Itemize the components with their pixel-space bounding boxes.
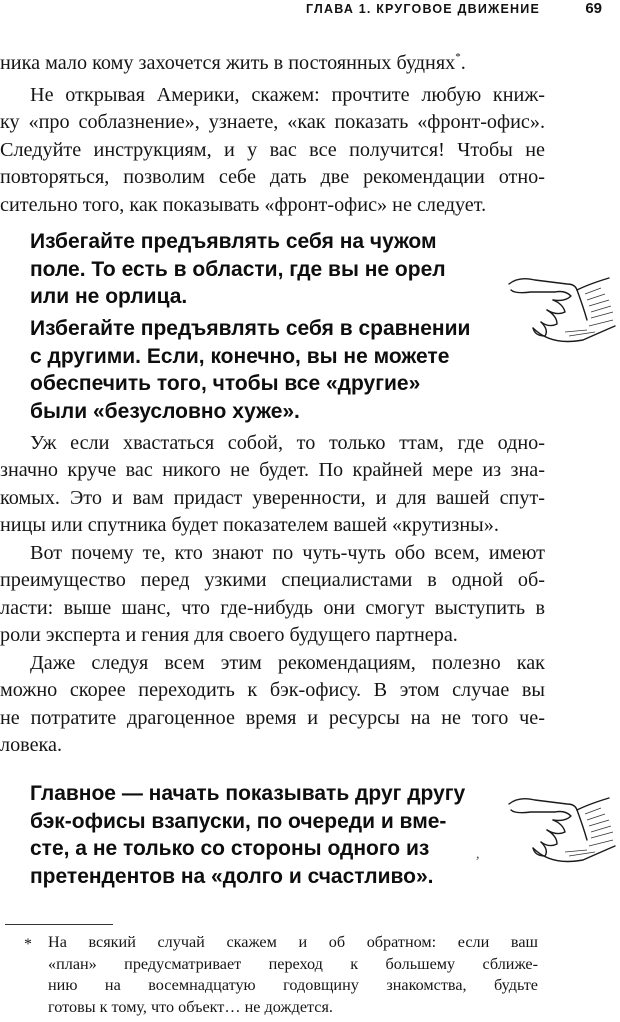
callout-line: Избегайте предъявлять себя на чужом [30,230,437,253]
paragraph-line: Следуйте инструкциям, и у вас все получится! Чтобы не [0,138,545,161]
paragraph-line: роли эксперта и гения для своего будущего партнера. [0,624,458,647]
callout-avoid-foreign-field [30,228,446,311]
callout-line: сте, а не только со стороны одного из [30,837,430,860]
callout-line: бэк-офисы взапуски, по очереди и вме- [30,809,447,833]
paragraph-line: значно круче вас никого не будет. По крайней мере из зна- [0,459,545,482]
paragraph-5 [0,650,545,760]
callout-main-idea [30,780,465,890]
paragraph-4 [0,540,545,650]
footnote-line: нию на восемнадцатую годовщину знакомства, будьте [48,976,538,994]
paragraph-line: комых. Это и вам придаст уверенности, и для вашей спут- [0,486,545,509]
footnote-mark: * [24,936,32,953]
paragraph-line: Не открывая Америки, скажем: прочтите любую книж- [30,84,545,106]
page-number: 69 [585,0,602,17]
callout-avoid-comparison [30,315,470,425]
paragraph-line: сительно того, как показывать «фронт-офис» не следует. [0,193,487,216]
paragraph-line: Уж если хвастаться собой, то только ттам, где одно- [30,432,545,454]
paragraph-2 [0,82,545,219]
paragraph-line: ницы или спутника будет показателем вашей «крутизны». [0,514,499,537]
pointing-hand-icon [505,270,617,350]
paragraph-line: Даже следуя всем этим рекомендациям, полезно как [30,652,545,674]
footnote-line: «план» предусматривает переход к большему сближе- [48,954,538,973]
callout-line: претендентов на «долго и счастливо». [30,864,434,888]
paragraph-end: . [460,52,466,74]
callout-line: были «безусловно хуже». [30,399,300,423]
running-title: ГЛАВА 1. КРУГОВОЕ ДВИЖЕНИЕ [306,2,540,16]
footnote-divider [5,924,113,925]
footnote [24,932,538,1018]
paragraph-3 [0,430,545,540]
paragraph-line: повторяться, позволим себе дать две рекомендации отно- [0,166,545,189]
callout-line: или не орлица. [30,285,188,308]
callout-line: поле. То есть в области, где вы не орел [30,257,446,281]
callout-line: Главное — начать показывать друг другу [30,782,466,805]
paragraph-line: ласти: выше шанс, что где-нибудь они смогут выступить в [0,596,545,619]
footnote-line: готовы к тому, что объект… не дождется. [48,997,333,1016]
paragraph-line: ника мало кому захочется жить в постоянных буднях [0,52,456,74]
callout-line: Избегайте предъявлять себя в сравнении [30,317,471,340]
callout-line: с другими. Если, конечно, вы не можете [30,344,450,368]
paragraph-line: Вот почему те, кто знают по чуть-чуть обо всем, имеют [30,542,545,564]
paragraph-line: преимущество перед узкими специалистами в одной об- [0,569,545,592]
paragraph-line: ку «про соблазнение», узнаете, «как показать «фронт-офис». [0,111,545,134]
paragraph-line: можно скорее переходить к бэк-офису. В этом случае вы [0,679,545,702]
footnote-line: На всякий случай скажем и об обратном: если ваш [48,933,538,951]
stray-mark: , [476,847,480,862]
paragraph-1 [0,50,545,77]
paragraph-line: не потратите драгоценное время и ресурсы на не того че- [0,706,545,729]
paragraph-line: ловека. [0,734,63,757]
pointing-hand-icon [505,790,617,870]
footnote-mark: * [455,51,461,63]
callout-line: обеспечить того, чтобы все «другие» [30,372,421,395]
